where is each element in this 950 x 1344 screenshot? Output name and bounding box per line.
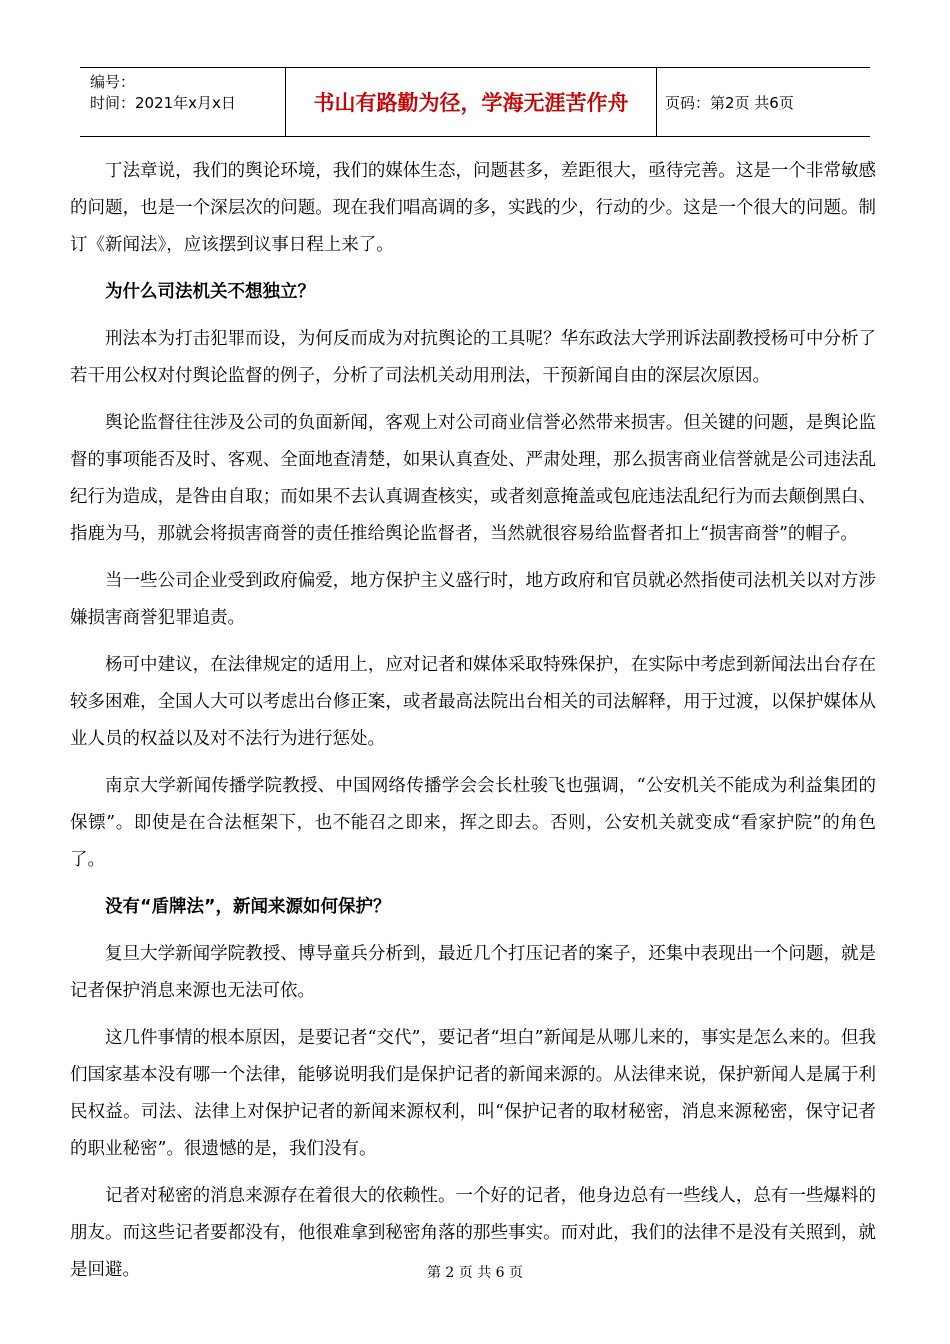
paragraph: 当一些公司企业受到政府偏爱，地方保护主义盛行时，地方政府和官员就必然指使司法机关以对方涉嫌损害商誉犯罪追责。	[70, 571, 876, 628]
page-header	[80, 67, 870, 137]
paragraph: 舆论监督往往涉及公司的负面新闻，客观上对公司商业信誉必然带来损害。但关键的问题，是舆论监督的事项能否及时、客观、全面地查清楚，如果认真查处、严肃处理，那么损害商业信誉就是公司违法乱纪行为造成，是咎由自取；而如果不去认真调查核实，或者刻意掩盖或包庇违法乱纪行为而去颠倒黑白、指鹿为马，那就会将损害商誉的责任推给舆论监督者，当然就很容易给监督者扣上“损害商誉”的帽子。	[70, 413, 876, 544]
header-motto: 书山有路勤为径，学海无涯苦作舟	[285, 68, 657, 136]
document-number-label: 编号：	[90, 73, 136, 91]
paragraph: 杨可中建议，在法律规定的适用上，应对记者和媒体采取特殊保护，在实际中考虑到新闻法出台存在较多困难，全国人大可以考虑出台修正案，或者最高法院出台相关的司法解释，用于过渡，以保护媒体从业人员的权益以及对不法行为进行惩处。	[70, 655, 876, 749]
page-footer: 第 2 页 共 6 页	[426, 1265, 524, 1281]
section-heading: 没有“盾牌法”，新闻来源如何保护？	[105, 897, 391, 917]
paragraph: 丁法章说，我们的舆论环境，我们的媒体生态，问题甚多，差距很大，亟待完善。这是一个非常敏感的问题，也是一个深层次的问题。现在我们唱高调的多，实践的少，行动的少。这是一个很大的问题。制订《新闻法》，应该摆到议事日程上来了。	[70, 161, 876, 255]
paragraph: 复旦大学新闻学院教授、博导童兵分析到，最近几个打压记者的案子，还集中表现出一个问题，就是记者保护消息来源也无法可依。	[70, 944, 876, 1001]
paragraph: 这几件事情的根本原因，是要记者“交代”，要记者“坦白”新闻是从哪儿来的，事实是怎么来的。但我们国家基本没有哪一个法律，能够说明我们是保护记者的新闻来源的。从法律来说，保护新闻人是属于利民权益。司法、法律上对保护记者的新闻来源权利，叫“保护记者的取材秘密，消息来源秘密，保守记者的职业秘密”。很遗憾的是，我们没有。	[70, 1028, 876, 1159]
document-date-label: 时间：2021年x月x日	[90, 94, 236, 112]
paragraph: 刑法本为打击犯罪而设，为何反而成为对抗舆论的工具呢？华东政法大学刑诉法副教授杨可中分析了若干用公权对付舆论监督的例子，分析了司法机关动用刑法，干预新闻自由的深层次原因。	[70, 329, 876, 386]
section-heading: 为什么司法机关不想独立？	[105, 282, 315, 302]
header-meta	[80, 68, 285, 136]
paragraph: 南京大学新闻传播学院教授、中国网络传播学会会长杜骏飞也强调，“公安机关不能成为利益集团的保镖”。即使是在合法框架下，也不能召之即来，挥之即去。否则，公安机关就变成“看家护院”的角色了。	[70, 776, 876, 870]
header-page-label: 页码：第2页 共6页	[665, 93, 794, 112]
document-body	[70, 153, 876, 1299]
paragraph: 记者对秘密的消息来源存在着很大的依赖性。一个好的记者，他身边总有一些线人，总有一些爆料的朋友。而这些记者要都没有，他很难拿到秘密角落的那些事实。而对此，我们的法律不是没有关照到，就是回避。	[70, 1186, 876, 1280]
